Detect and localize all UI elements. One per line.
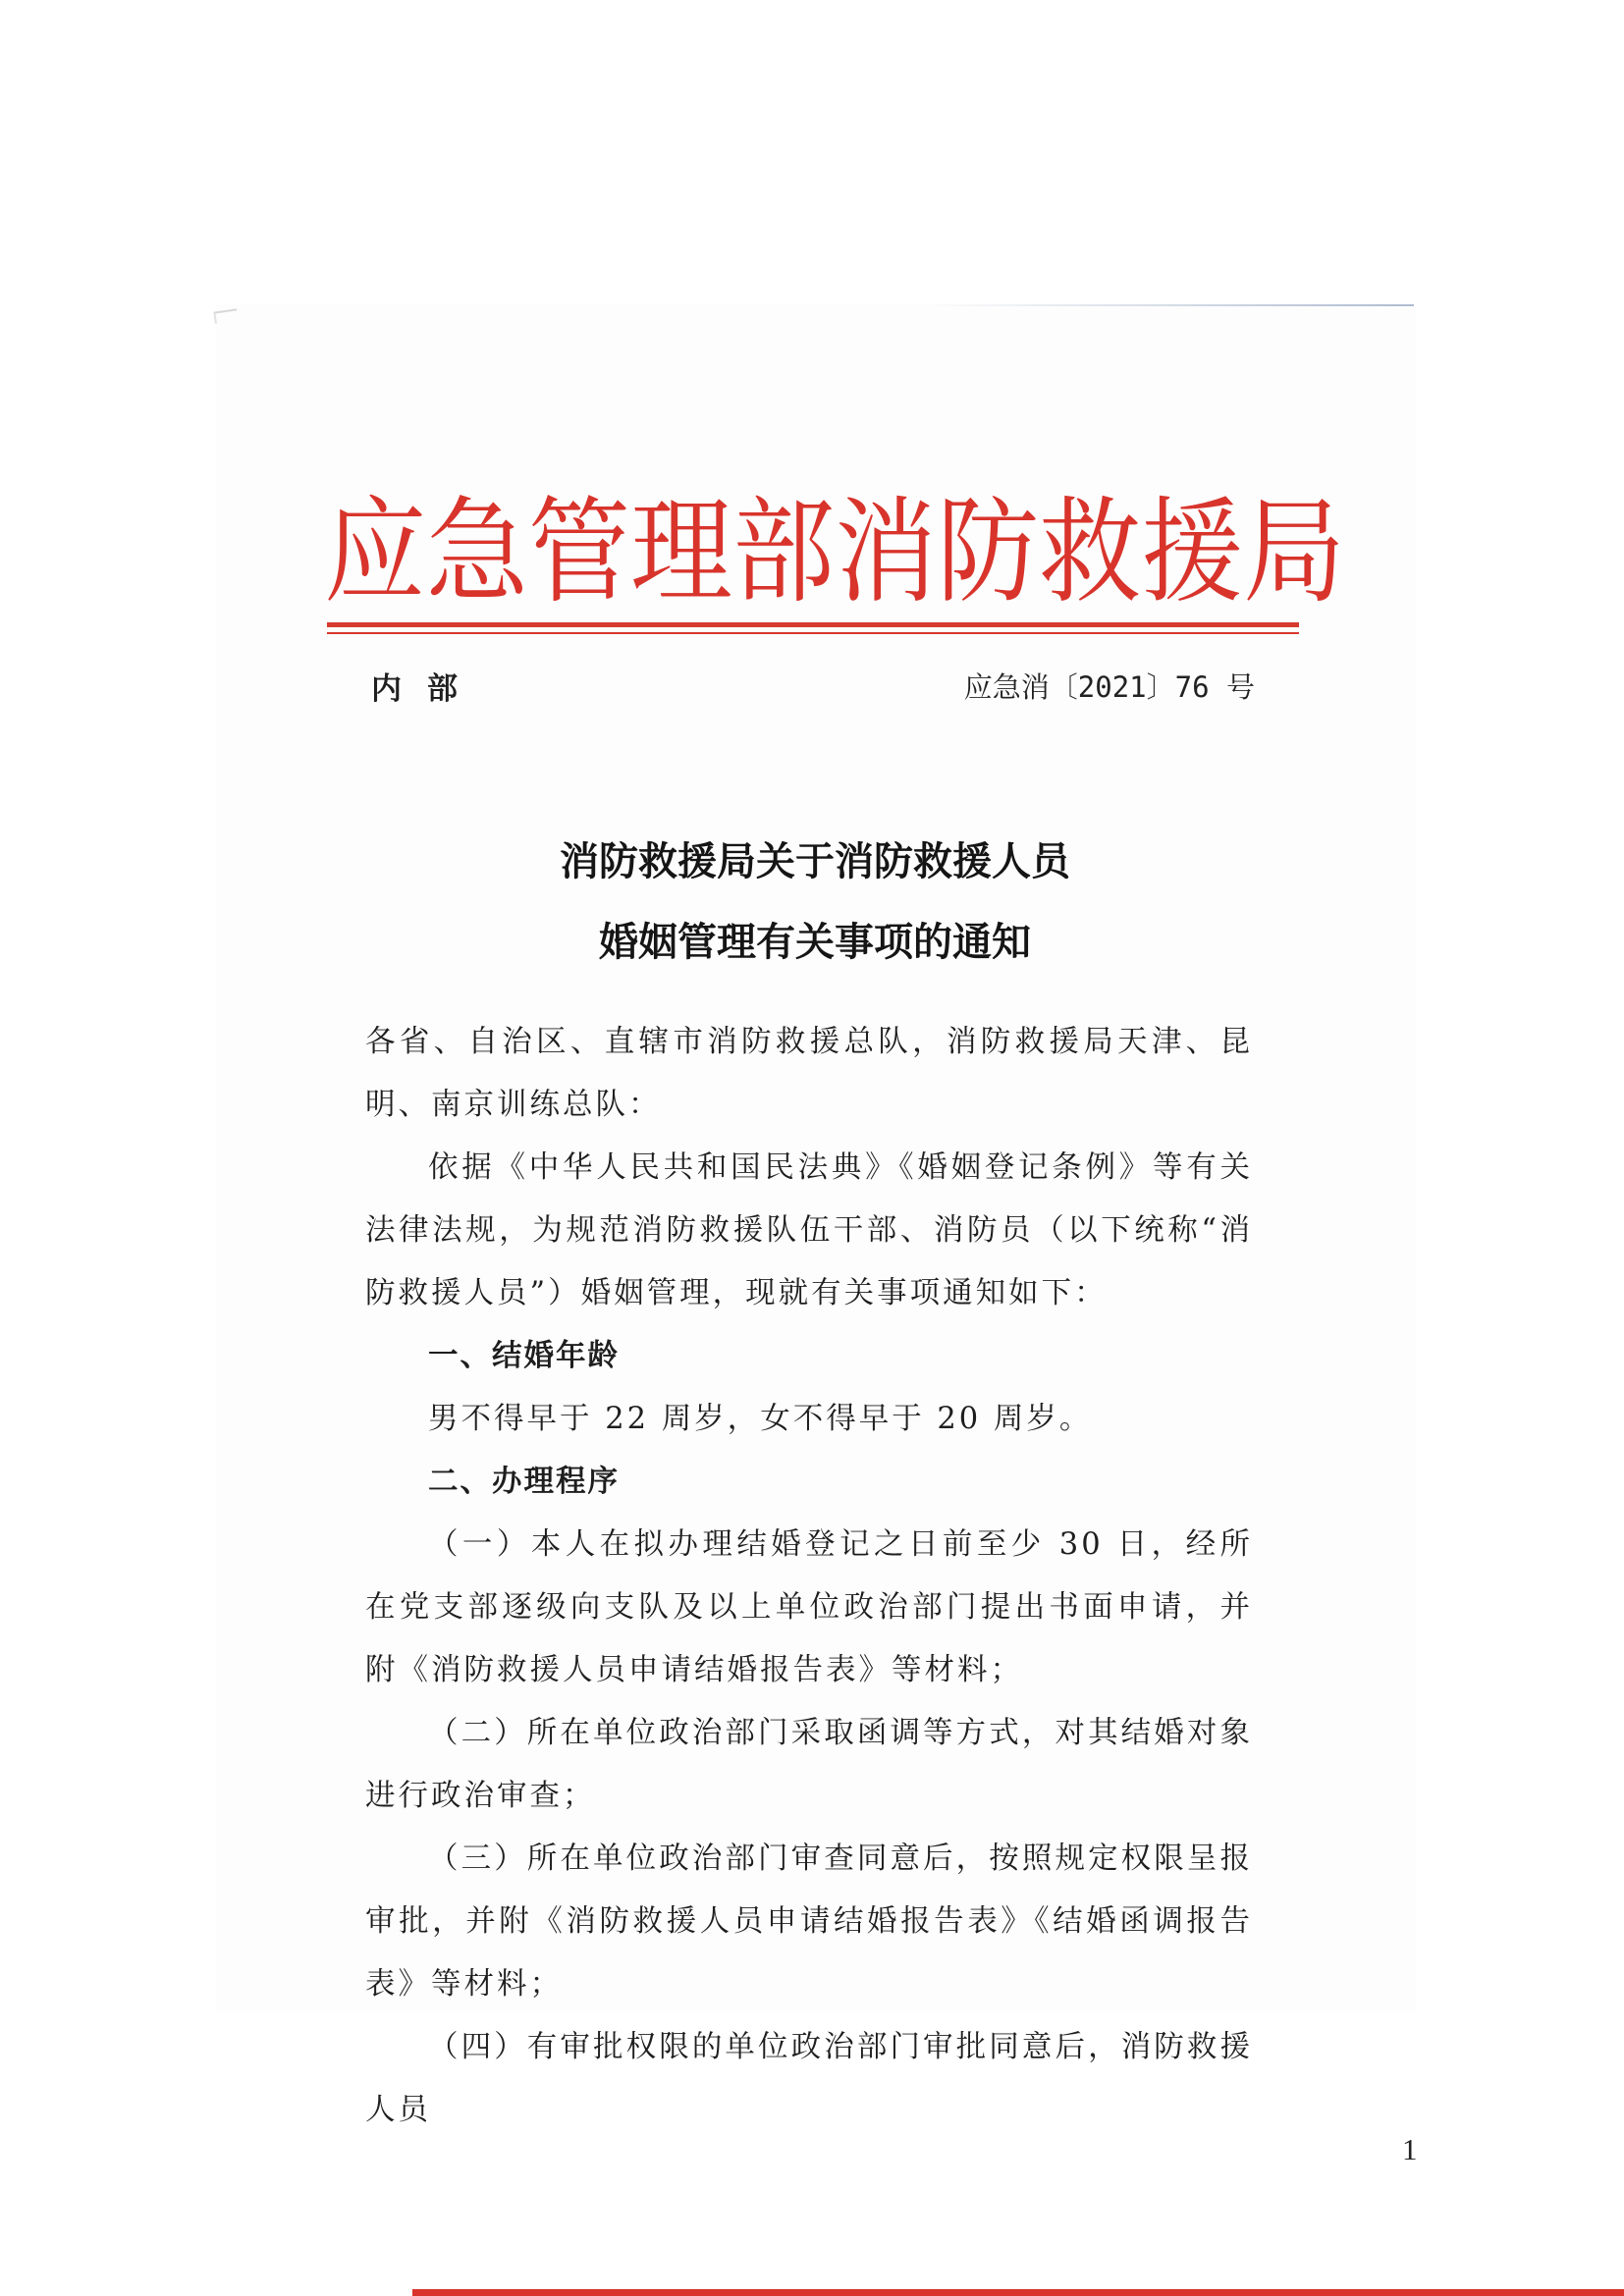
section-heading: 一、结婚年龄 — [428, 1339, 620, 1373]
masthead-char: 救 — [1039, 484, 1142, 619]
masthead-char: 局 — [1243, 484, 1346, 619]
procedure-item: （三）所在单位政治部门审查同意后，按照规定权限呈报审批，并附《消防救援人员申请结婚报告表》《结婚函调报告表》等材料； — [365, 1842, 1253, 2002]
masthead-rule-thin — [327, 632, 1299, 634]
section-paragraph: 男不得早于 22 周岁，女不得早于 20 周岁。 — [428, 1402, 1093, 1436]
procedure-item: （四）有审批权限的单位政治部门审批同意后，消防救援人员 — [365, 2030, 1253, 2127]
intro-paragraph: 依据《中华人民共和国民法典》《婚姻登记条例》等有关法律法规，为规范消防救援队伍干部、消防员（以下统称“消防救援人员”）婚姻管理，现就有关事项通知如下： — [365, 1150, 1253, 1310]
sheet-edge-line — [923, 304, 1414, 306]
page-number: 1 — [1402, 2132, 1418, 2166]
bottom-red-line — [412, 2289, 1624, 2296]
masthead-rule-thick — [327, 622, 1299, 627]
procedure-item: （一）本人在拟办理结婚登记之日前至少 30 日，经所在党支部逐级向支队及以上单位政治部门提出书面申请，并附《消防救援人员申请结婚报告表》等材料； — [365, 1527, 1253, 1687]
masthead-char: 防 — [937, 484, 1040, 619]
agency-masthead — [324, 483, 1346, 620]
masthead-char: 援 — [1141, 484, 1244, 619]
document-number: 应急消〔2021〕76 号 — [963, 670, 1255, 704]
section-heading: 二、办理程序 — [428, 1465, 620, 1499]
document-body — [365, 1011, 1253, 2142]
document-title-line-1: 消防救援局关于消防救援人员 — [560, 838, 1070, 884]
masthead-char: 消 — [835, 484, 938, 619]
masthead-char: 理 — [630, 484, 733, 619]
classification-label: 内部 — [371, 671, 483, 707]
masthead-char: 应 — [324, 484, 427, 619]
masthead-char: 管 — [528, 484, 631, 619]
procedure-item: （二）所在单位政治部门采取函调等方式，对其结婚对象进行政治审查； — [365, 1716, 1253, 1813]
addressee-paragraph: 各省、自治区、直辖市消防救援总队，消防救援局天津、昆明、南京训练总队： — [365, 1025, 1253, 1122]
masthead-char: 部 — [732, 484, 836, 619]
document-title-line-2: 婚姻管理有关事项的通知 — [599, 919, 1031, 965]
masthead-char: 急 — [426, 484, 529, 619]
